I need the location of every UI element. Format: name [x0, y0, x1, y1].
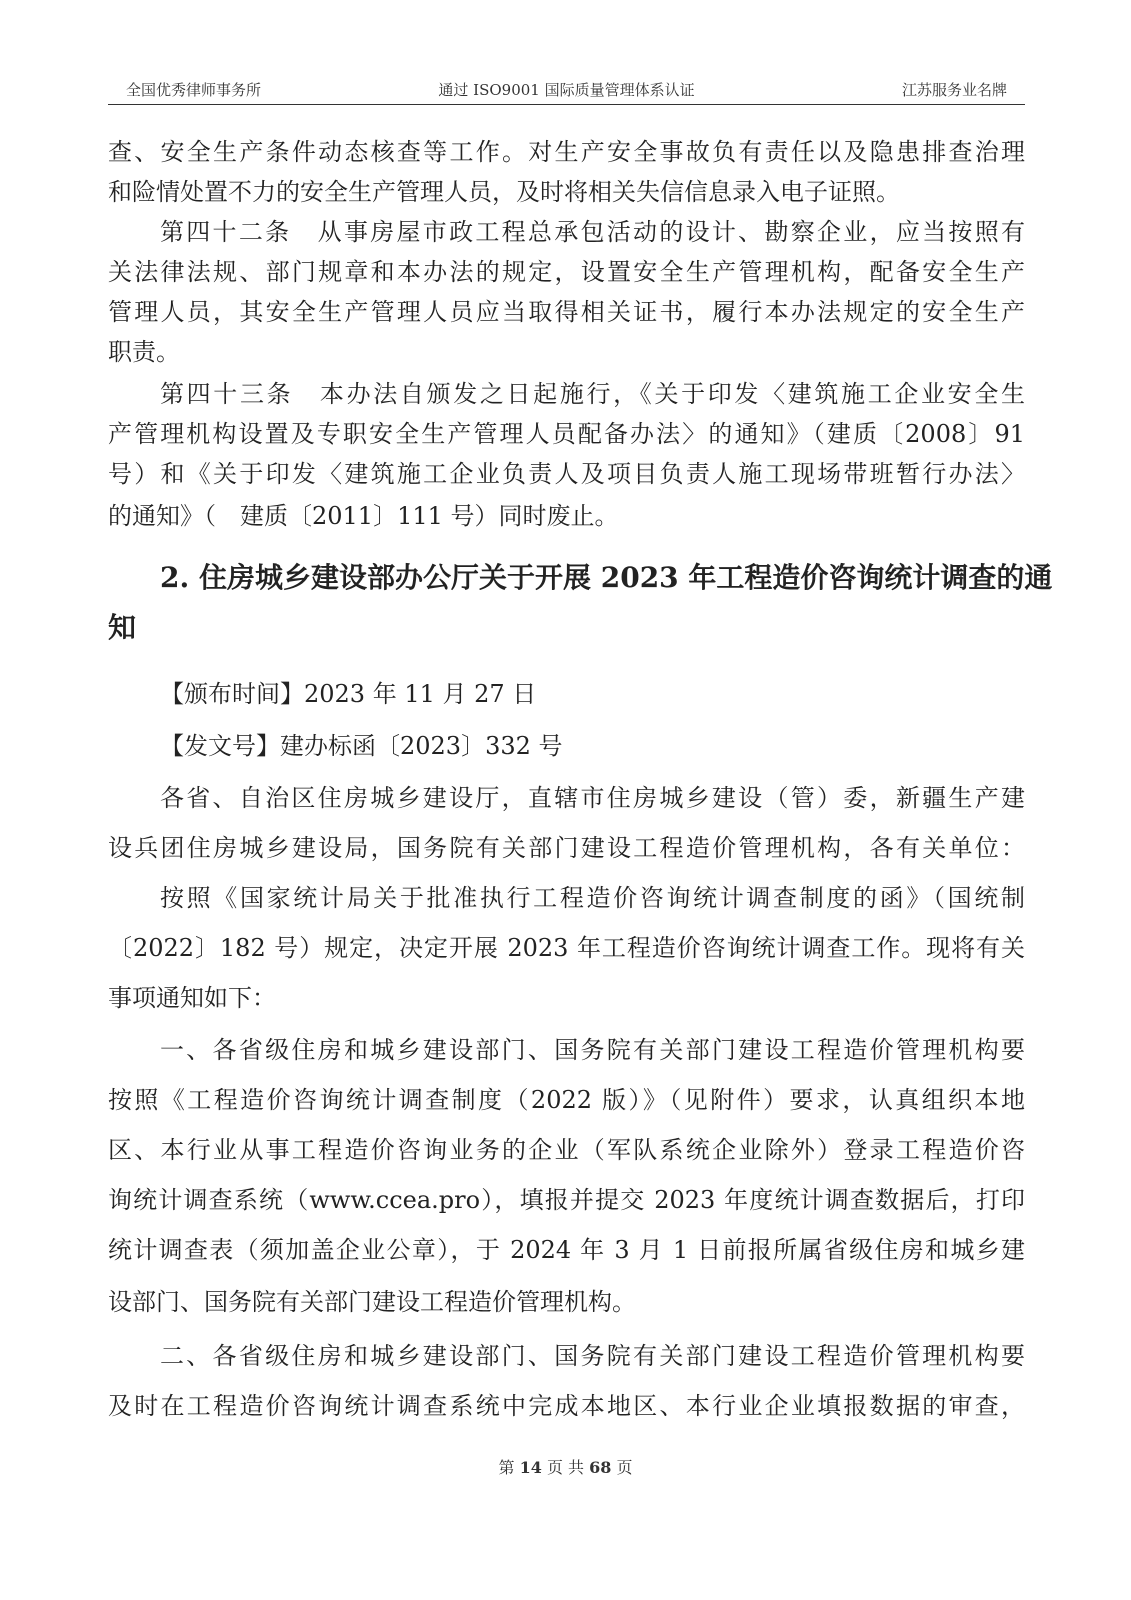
header-center-text: 通过 ISO9001 国际质量管理体系认证 [438, 81, 695, 99]
footer-middle: 页 共 [546, 1458, 585, 1477]
body-line: 〔2022〕182 号）规定，决定开展 2023 年工程造价咨询统计调查工作。现将有关 [108, 934, 1025, 962]
body-line: 事项通知如下： [108, 984, 276, 1012]
page-header [108, 78, 1025, 102]
item-2-line: 二、各省级住房和城乡建设部门、国务院有关部门建设工程造价管理机构要 [160, 1342, 1025, 1370]
header-right-text: 江苏服务业名牌 [901, 81, 1007, 99]
body-line: 及时在工程造价咨询统计调查系统中完成本地区、本行业企业填报数据的审查， [108, 1392, 1025, 1420]
publish-time: 【颁布时间】2023 年 11 月 27 日 [160, 680, 537, 708]
body-line: 的通知》（ 建质〔2011〕111 号）同时废止。 [108, 502, 619, 530]
section-heading-cont: 知 [108, 611, 137, 644]
header-left-text: 全国优秀律师事务所 [126, 81, 262, 99]
page-total: 68 [589, 1458, 612, 1477]
body-line: 查、安全生产条件动态核查等工作。对生产安全事故负有责任以及隐患排查治理 [108, 138, 1025, 166]
body-line: 区、本行业从事工程造价咨询业务的企业（军队系统企业除外）登录工程造价咨 [108, 1136, 1025, 1164]
addressee-line: 各省、自治区住房城乡建设厅，直辖市住房城乡建设（管）委，新疆生产建 [160, 784, 1025, 812]
body-line: 职责。 [108, 338, 180, 366]
body-line: 管理人员，其安全生产管理人员应当取得相关证书，履行本办法规定的安全生产 [108, 298, 1025, 326]
body-line: 按照《工程造价咨询统计调查制度（2022 版）》（见附件）要求，认真组织本地 [108, 1086, 1025, 1114]
footer-prefix: 第 [498, 1458, 515, 1477]
body-line: 按照《国家统计局关于批准执行工程造价咨询统计调查制度的函》（国统制 [160, 884, 1025, 912]
body-line: 和险情处置不力的安全生产管理人员，及时将相关失信信息录入电子证照。 [108, 178, 900, 206]
footer-suffix: 页 [616, 1458, 633, 1477]
page-number: 14 [519, 1458, 542, 1477]
page-footer [0, 1456, 1131, 1480]
body-line: 询统计调查系统（www.ccea.pro），填报并提交 2023 年度统计调查数据后，打印 [108, 1186, 1025, 1214]
body-line: 设部门、国务院有关部门建设工程造价管理机构。 [108, 1288, 636, 1316]
body-line: 关法律法规、部门规章和本办法的规定，设置安全生产管理机构，配备安全生产 [108, 258, 1025, 286]
article-43-line: 第四十三条 本办法自颁发之日起施行，《关于印发〈建筑施工企业安全生 [160, 380, 1025, 408]
document-number: 【发文号】建办标函〔2023〕332 号 [160, 732, 563, 760]
body-line: 统计调查表（须加盖企业公章），于 2024 年 3 月 1 日前报所属省级住房和城乡建 [108, 1236, 1025, 1264]
item-1-line: 一、各省级住房和城乡建设部门、国务院有关部门建设工程造价管理机构要 [160, 1036, 1025, 1064]
addressee-line: 设兵团住房城乡建设局，国务院有关部门建设工程造价管理机构，各有关单位： [108, 834, 1025, 862]
article-42-line: 第四十二条 从事房屋市政工程总承包活动的设计、勘察企业，应当按照有 [160, 218, 1025, 246]
body-line: 号）和《关于印发〈建筑施工企业负责人及项目负责人施工现场带班暂行办法〉 [108, 460, 1025, 488]
body-line: 产管理机构设置及专职安全生产管理人员配备办法〉的通知》（建质〔2008〕91 [108, 420, 1025, 448]
section-heading: 2. 住房城乡建设部办公厅关于开展 2023 年工程造价咨询统计调查的通 [160, 561, 1053, 594]
header-divider [108, 104, 1025, 105]
